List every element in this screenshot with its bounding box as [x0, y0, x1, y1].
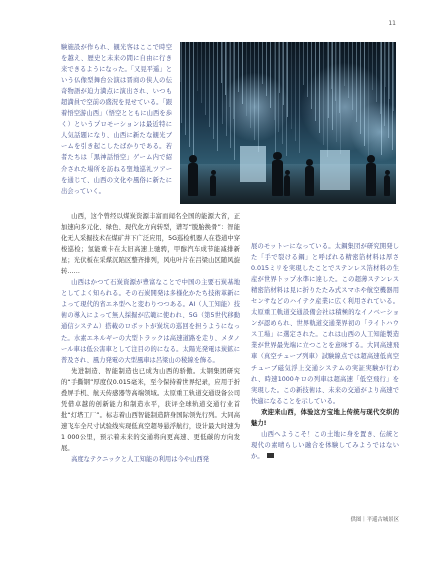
- light-strand: [393, 42, 394, 111]
- visitor-silhouette: [188, 163, 198, 196]
- paragraph-zh-2: 先进制造、智能制造也已成为山西的骄傲。太钢集团研究的“手撕钢”厚度仅0.015毫米，至今保持着世界纪录，应用于折叠屏手机、航天传感器等高端领域。太原重工轨道交通设备公司凭借卓越的创新能力和制造水平，获评全球轨道交通行业首批“灯塔工厂”。标志着山西智能制造跻身国际领先行列。大同高速飞车全尺寸试验线实现低真空超导悬浮航行，设计最大时速为1 000公里，预示着未来的交通将向更高速、更低碳的方向发展。: [61, 367, 240, 452]
- photo-source: 供图｜平遥古城景区: [350, 517, 399, 523]
- light-strand: [185, 42, 186, 135]
- page-number: 11: [388, 20, 396, 27]
- visitor-silhouette: [284, 175, 290, 196]
- light-strand: [217, 42, 218, 151]
- paragraph-ja-2: 高度なテクニックと人工知能の利用は今や山西発: [71, 456, 209, 464]
- light-strand: [385, 42, 386, 87]
- visitor-head: [367, 155, 375, 163]
- paragraph-ja-3: 展のモットーになっている。太鋼集団が研究開発した「手で裂ける鋼」と呼ばれる精密箔材料は厚さ0.015ミリを実現したことでステンレス箔材料の生産が世界トップ水準に達した。この超薄ステンレス精密箔材料は見に折りたたみ式スマホや航空機器用センサなどのハイテク産業に広く利用されている。太原重工軌道交通設備会社は積極的なイノベーションが認められ、世界軌道交通業界初の「ライトハウス工場」に選定された。これは山西の人工知能製造業が世界最先端に立つことを意味する。大同高速飛車（真空チューブ列車）試験線点では超高速低真空チューブ磁気浮上交通システムの実証実験が行われ、時速1000キロの列車は超高速「低空飛行」を実現した。この新技術は、未来の交通がより高速で快適になることを示している。: [251, 243, 399, 405]
- visitor-head: [285, 170, 290, 175]
- visitor-silhouette: [272, 160, 283, 196]
- visitor-head: [306, 159, 313, 166]
- exhibition-photo: [180, 42, 396, 204]
- visitor-head: [273, 152, 281, 160]
- visitor-silhouette: [305, 166, 314, 196]
- visitor-silhouette: [366, 163, 376, 196]
- left-column: [61, 211, 240, 465]
- light-strand: [201, 42, 202, 103]
- intro-paragraph-ja: [61, 42, 172, 197]
- light-strand: [181, 42, 182, 123]
- light-strand: [205, 42, 206, 115]
- light-strand: [193, 42, 194, 159]
- visitor-head: [189, 155, 197, 163]
- visitor-silhouette: [384, 175, 390, 196]
- visitor-head: [211, 170, 216, 175]
- paragraph: 験施設が作られ、観光客はここで時空を越え、歴史と未来の間に自由に行き来できるようになった。「又見平遥」という仏像型舞台公演は晋商の侠人の伝奇物語が迫力満点に演出され、いつも超満員で空前の盛況を見せている。「跟着悟空游山西」（悟空とともに山西を歩く）というプロモーションは最近特に人気話題になり、山西に新たな観光ブームを引き起こしたばかりである。若者たちは「黒神話悟空」ゲーム内で紹介された場所を訪ねる聖地巡礼ツアーを通じて、山西の文化や風俗に新たに出会っていく。: [61, 44, 172, 195]
- light-glow: [220, 72, 290, 142]
- light-strand: [197, 42, 198, 91]
- display-screen: [240, 146, 266, 182]
- light-strand: [291, 42, 292, 129]
- closing-paragraph-ja: [251, 429, 399, 462]
- display-screen: [320, 150, 350, 190]
- light-strand: [303, 42, 304, 85]
- light-strand: [213, 42, 214, 139]
- visitor-head: [385, 170, 390, 175]
- closing-text: 山西へようこそ！この土地に身を置き、伝統と現代の素晴らしい融合を体験してみようではないか。: [251, 430, 399, 460]
- visitor-silhouette: [210, 175, 216, 196]
- light-strand: [189, 42, 190, 147]
- paragraph-ja-1: 山西はかつて石炭資源が豊富なことで中国の主要石炭基地としてよく知られる。その石炭開発は多様化かたち技術革新によって現代的省エネ型へと変わりつつある。AI（人工知能）技術の導入によって無人採掘が広範に使われ、5G（第5世代移動通信システム）搭載のロボットが炭坑の巡回を担うようになった。水素エネルギーの大型トラックは高速道路を走り、メタノール車は低公害車として注目の的になる。太陽光発電は炭鉱に普及され、風力発電の大型風車は呂梁山の稜線を飾る。: [61, 279, 240, 364]
- light-strand: [389, 42, 390, 99]
- light-strand: [209, 42, 210, 127]
- light-strand: [295, 42, 296, 141]
- paragraph-zh-1: 山西，这个曾经以煤炭资源丰富而闻名全国的能源大省，正加速向多元化、绿色、现代化方向转型，谱写“脱胎换骨”：智能化无人采掘技术在煤矿井下广泛应用，5G巡检机器人在巷道中穿梭巡检；氢能重卡在太旧高速上驰骋，甲醇汽车成节能减排新星；光伏板在采煤沉陷区整齐排列，风电叶片在吕梁山区随风旋转……: [61, 213, 240, 276]
- light-glow: [350, 102, 396, 162]
- right-column: [251, 241, 399, 462]
- closing-heading-zh: 欢迎来山西，体验这方宝地上传统与现代交织的魅力!: [251, 408, 399, 427]
- end-mark-icon: [267, 453, 274, 458]
